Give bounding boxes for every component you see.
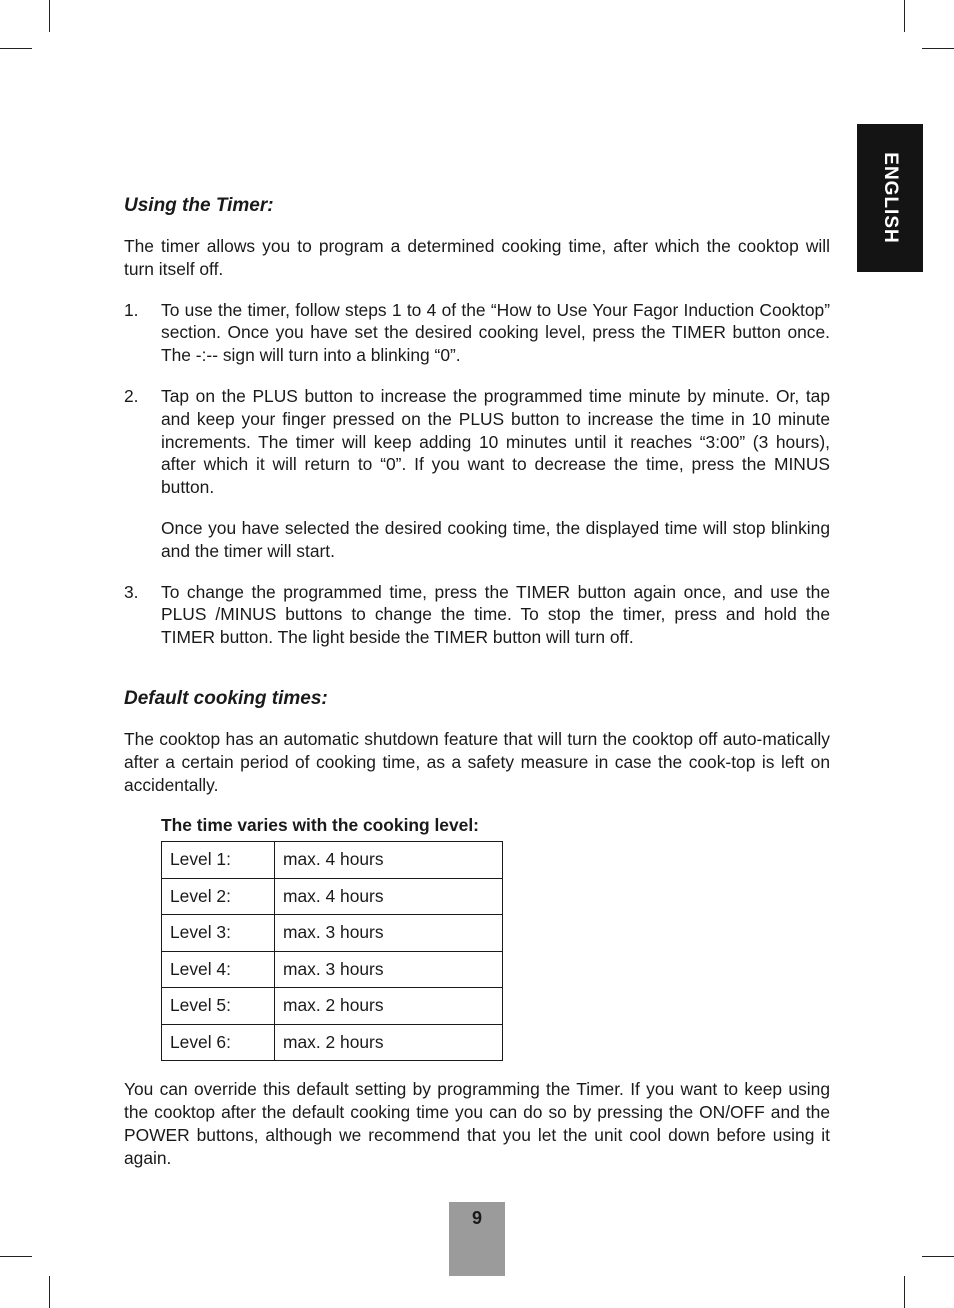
language-label: ENGLISH — [880, 152, 901, 244]
list-number: 2. — [124, 385, 139, 406]
default-times-intro: The cooktop has an automatic shutdown feature that will turn the cooktop off auto-matically after a certain period of cooking time, as a safety measure in case the cook-top is left on accidentally. — [124, 728, 830, 795]
list-text: To change the programmed time, press the TIMER button again once, and use the PLUS /MINUS buttons to change the time. To stop the timer, press and hold the TIMER button. The light beside the TIMER button will turn off. — [161, 581, 830, 648]
crop-mark — [904, 1276, 905, 1308]
list-number: 3. — [124, 581, 139, 602]
list-text: Tap on the PLUS button to increase the programmed time minute by minute. Or, tap and keep your finger pressed on the PLUS button to increase the time in 10 minute increments. The timer will keep adding 10 minutes until it reaches “3:00” (3 hours), after which it will return to “0”. If you want to decrease the time, press the MINUS button. — [161, 385, 830, 498]
list-number: 1. — [124, 299, 139, 320]
time-cell: max. 3 hours — [275, 915, 503, 952]
list-item — [124, 581, 830, 649]
level-cell: Level 6: — [162, 1024, 275, 1061]
level-cell: Level 3: — [162, 915, 275, 952]
time-cell: max. 4 hours — [275, 842, 503, 879]
crop-mark — [0, 1256, 32, 1257]
default-times-outro: You can override this default setting by programming the Timer. If you want to keep using the cooktop after the default cooking time you can do so by pressing the ON/OFF and the POWER buttons, although we recommend that you let the unit cool down before using it again. — [124, 1079, 830, 1168]
crop-mark — [904, 0, 905, 32]
cooking-level-table — [161, 841, 503, 1061]
timer-heading: Using the Timer: — [124, 195, 274, 216]
page-content — [124, 194, 830, 1187]
list-item — [124, 385, 830, 499]
level-cell: Level 1: — [162, 842, 275, 879]
language-tab — [857, 124, 923, 272]
table-row — [162, 951, 503, 988]
crop-mark — [922, 48, 954, 49]
table-caption: The time varies with the cooking level: — [161, 815, 479, 836]
default-times-heading: Default cooking times: — [124, 687, 328, 709]
time-cell: max. 4 hours — [275, 878, 503, 915]
crop-mark — [922, 1256, 954, 1257]
list-text: To use the timer, follow steps 1 to 4 of the “How to Use Your Fagor Induction Cooktop” section. Once you have set the desired cooking level, press the TIMER button once. The -:-- sign will turn into a blinking “0”. — [161, 299, 830, 366]
crop-mark — [49, 1276, 50, 1308]
level-cell: Level 4: — [162, 951, 275, 988]
time-cell: max. 3 hours — [275, 951, 503, 988]
table-row — [162, 1024, 503, 1061]
crop-mark — [49, 0, 50, 32]
table-row — [162, 915, 503, 952]
crop-mark — [0, 48, 32, 49]
table-row — [162, 878, 503, 915]
level-cell: Level 2: — [162, 878, 275, 915]
level-cell: Level 5: — [162, 988, 275, 1025]
list-item — [124, 299, 830, 367]
time-cell: max. 2 hours — [275, 1024, 503, 1061]
table-row — [162, 988, 503, 1025]
page-number: 9 — [449, 1202, 505, 1276]
step2-note: Once you have selected the desired cooking time, the displayed time will stop blinking and the timer will start. — [161, 517, 830, 561]
table-row — [162, 842, 503, 879]
time-cell: max. 2 hours — [275, 988, 503, 1025]
timer-intro: The timer allows you to program a determined cooking time, after which the cooktop will turn itself off. — [124, 236, 830, 279]
